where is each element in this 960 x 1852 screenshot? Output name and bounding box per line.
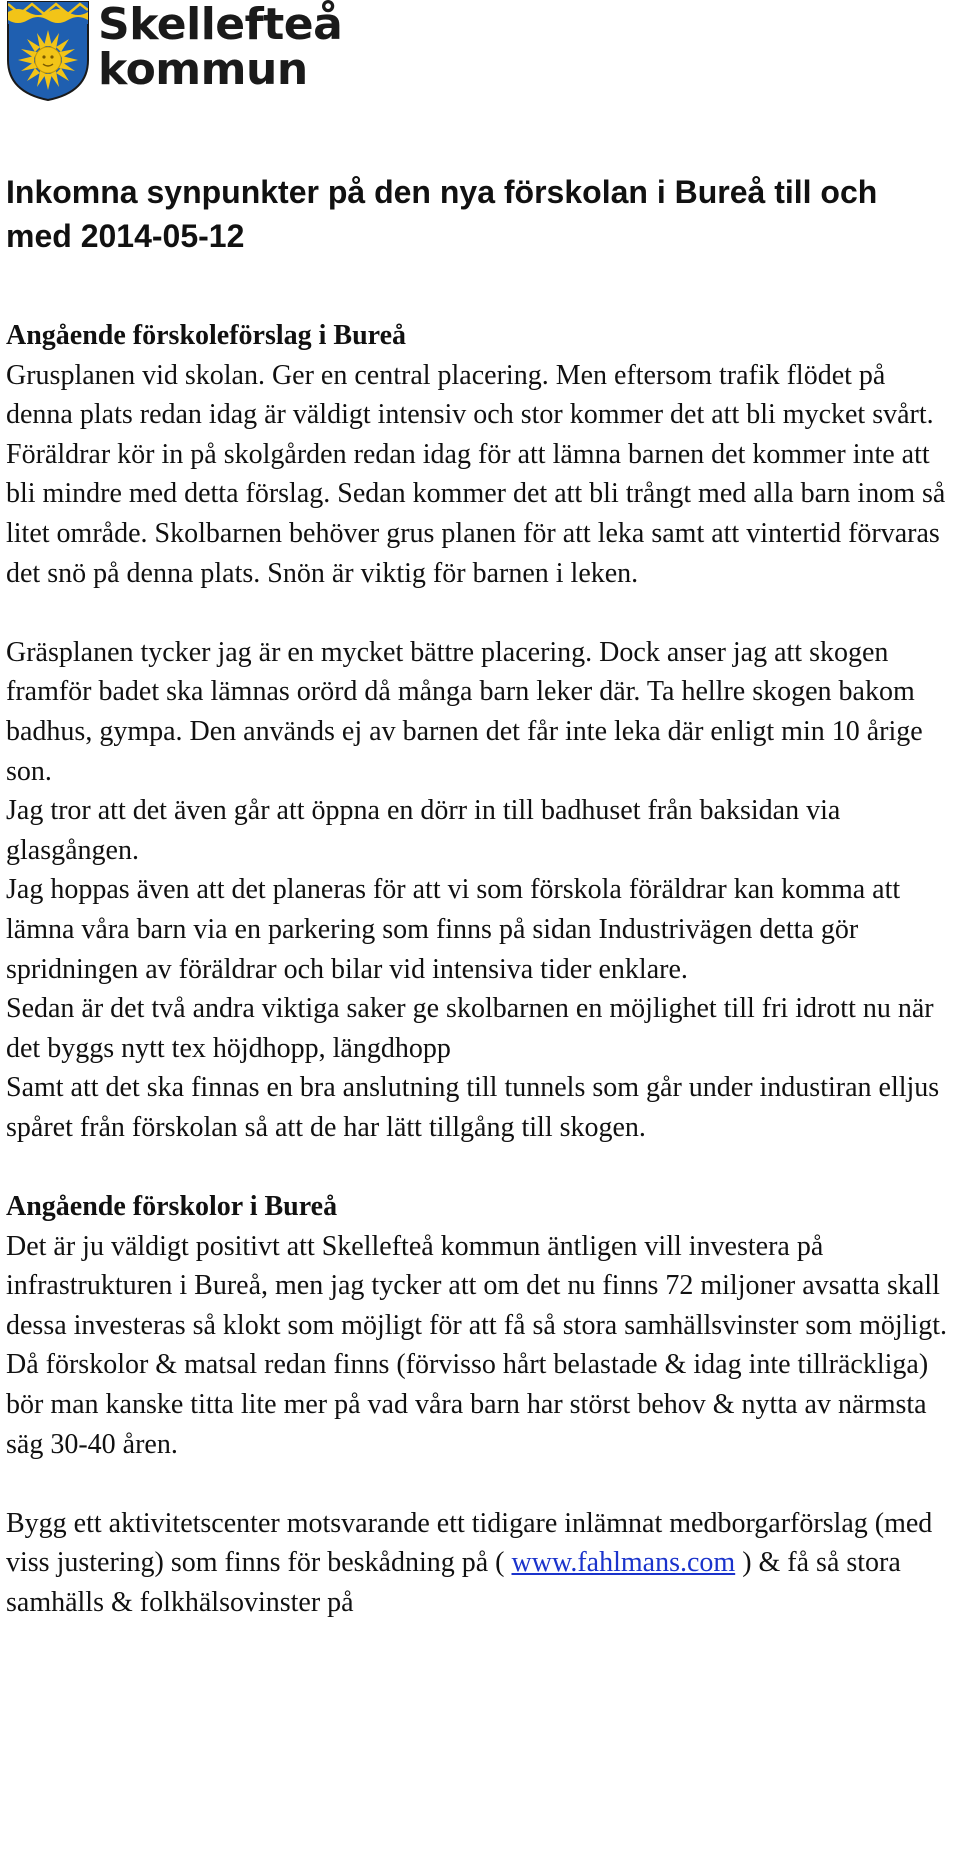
- paragraph-spacer: [6, 593, 956, 633]
- paragraph-spacer: [6, 1464, 956, 1504]
- section-2-heading: Angående förskolor i Bureå: [6, 1191, 338, 1223]
- logo-wordmark: [98, 0, 343, 95]
- section-2-paragraph-2-text-before-link: Bygg ett aktivitetscenter motsvarande ett tidigare inlämnat medborgarförslag (med viss justering) som finns för beskådning på (: [6, 1507, 933, 1579]
- section-2-paragraph-1: Det är ju väldigt positivt att Skellefteå kommun äntligen vill investera på infrastrukturen i Bureå, men jag tycker att om det nu finns 72 miljoner avsatta skall dessa investeras så klokt som möjligt för att få så stora samhällsvinster som möjligt. Då förskolor & matsal redan finns (förvisso hårt belastade & idag inte tillräckliga) bör man kanske titta lite mer på vad våra barn har störst behov & nytta av närmsta säg 30-40 åren.: [6, 1230, 947, 1460]
- section-1-paragraph-1: Grusplanen vid skolan. Ger en central placering. Men eftersom trafik flödet på denna plats redan idag är väldigt intensiv och stor kommer det att bli mycket svårt. Föräldrar kör in på skolgården redan idag för att lämna barnen det kommer inte att bli mindre med detta förslag. Sedan kommer det att bli trångt med alla barn inom så litet område. Skolbarnen behöver grus planen för att leka samt att vintertid förvaras det snö på denna plats. Snön är viktig för barnen i leken.: [6, 359, 946, 589]
- section-1-paragraph-6: Samt att det ska finnas en bra anslutning till tunnels som går under industiran elljus spåret från förskolan så att de har lätt tillgång till skogen.: [6, 1072, 940, 1143]
- fahlmans-website-link[interactable]: www.fahlmans.com: [511, 1547, 736, 1579]
- section-1-heading: Angående förskoleförslag i Bureå: [6, 320, 407, 351]
- section-2-paragraph-2-text-after-link: ) & få så stora samhälls & folkhälsovinster på: [6, 1547, 901, 1618]
- section-1-paragraph-4: Jag hoppas även att det planeras för att vi som förskola föräldrar kan komma att lämna våra barn via en parkering som finns på sidan Industrivägen detta gör spridningen av föräldrar och bilar vid intensiva tider enklare.: [6, 874, 901, 985]
- document-title: Inkomna synpunkter på den nya förskolan i Bureå till och med 2014-05-12: [6, 174, 878, 254]
- section-1-paragraph-2: Gräsplanen tycker jag är en mycket bättre placering. Dock anser jag att skogen framför badet ska lämnas orörd då många barn leker där. Ta hellre skogen bakom badhus, gympa. Den används ej av barnen det får inte leka där enligt min 10 årige son.: [6, 636, 923, 787]
- section-1-paragraph-5: Sedan är det två andra viktiga saker ge skolbarnen en möjlighet till fri idrott nu när det byggs nytt tex höjdhopp, längdhopp: [6, 993, 934, 1064]
- document-body: [6, 316, 956, 1623]
- kommun-logo: [6, 0, 343, 102]
- coat-of-arms-icon: [6, 0, 90, 102]
- section-2-paragraph-2: [6, 1504, 956, 1623]
- section-1-paragraph-3: Jag tror att det även går att öppna en dörr in till badhuset från baksidan via glasgången.: [6, 795, 841, 866]
- logo-line-1: Skellefteå: [98, 0, 343, 50]
- logo-line-2: kommun: [98, 44, 308, 95]
- paragraph-spacer: [6, 1147, 956, 1187]
